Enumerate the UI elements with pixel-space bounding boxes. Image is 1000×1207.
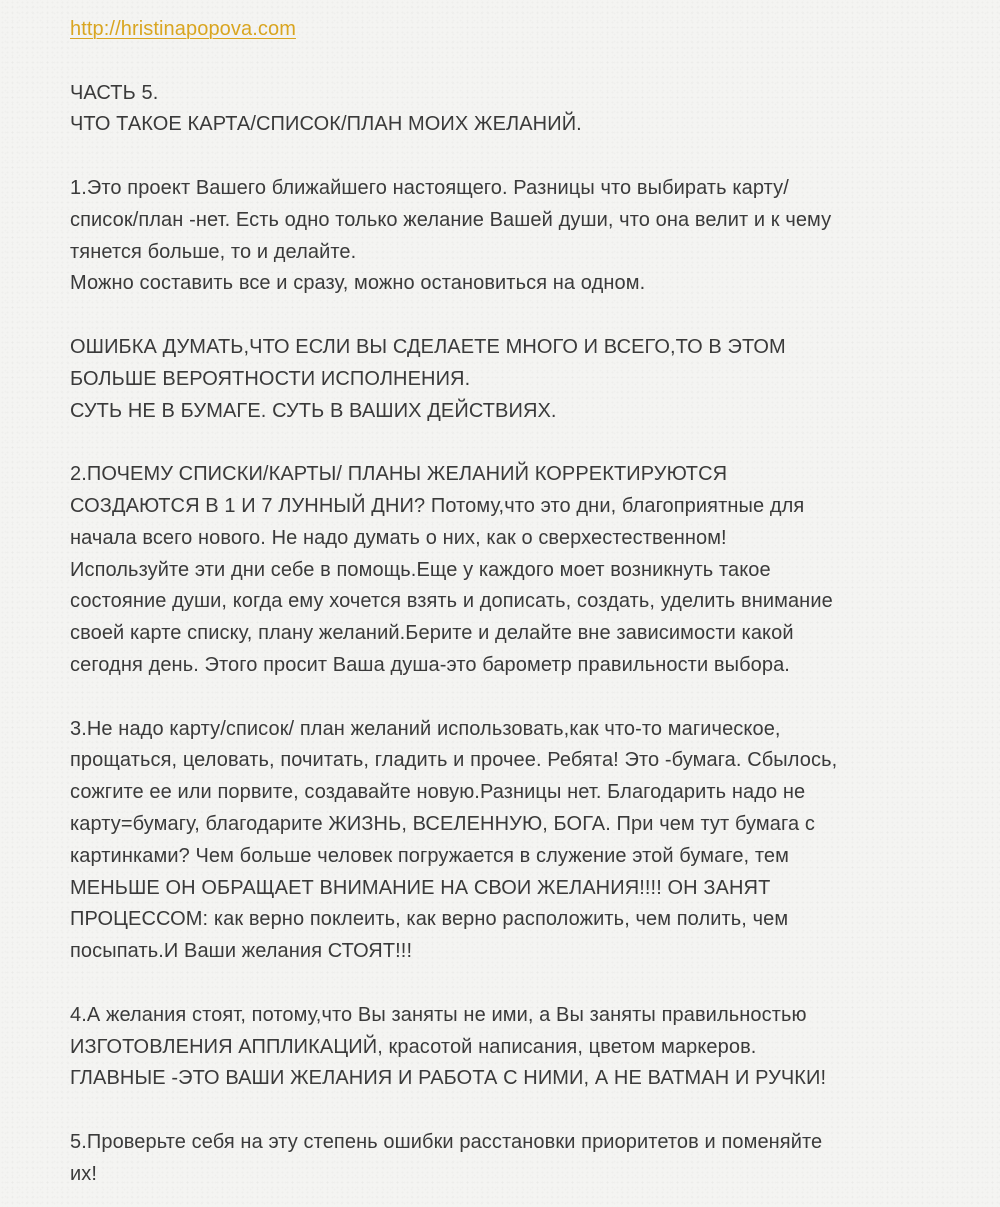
paragraph-line: 4.А желания стоят, потому,что Вы заняты не ими, а Вы заняты правильностью [70, 1003, 807, 1026]
part-title: ЧАСТЬ 5. [70, 81, 159, 104]
spacer [70, 46, 950, 78]
paragraph-line: СОЗДАЮТСЯ В 1 И 7 ЛУННЫЙ ДНИ? Потому,что это дни, благоприятные для [70, 494, 805, 517]
paragraph-5 [70, 1127, 950, 1191]
paragraph-4 [70, 1000, 950, 1095]
paragraph-line: карту=бумагу, благодарите ЖИЗНЬ, ВСЕЛЕННУЮ, БОГА. При чем тут бумага с [70, 812, 815, 835]
paragraph-line: своей карте списку, плану желаний.Берите и делайте вне зависимости какой [70, 622, 794, 645]
paragraph-line: 2.ПОЧЕМУ СПИСКИ/КАРТЫ/ ПЛАНЫ ЖЕЛАНИЙ КОРРЕКТИРУЮТСЯ [70, 463, 728, 486]
paragraph-line: МЕНЬШЕ ОН ОБРАЩАЕТ ВНИМАНИЕ НА СВОИ ЖЕЛАНИЯ!!!! ОН ЗАНЯТ [70, 876, 771, 899]
spacer [70, 141, 950, 173]
paragraph-line: посыпать.И Ваши желания СТОЯТ!!! [70, 940, 413, 963]
paragraph-1 [70, 173, 950, 300]
paragraph-line: Можно составить все и сразу, можно остановиться на одном. [70, 272, 646, 295]
paragraph-line: 1.Это проект Вашего ближайшего настоящего. Разницы что выбирать карту/ [70, 176, 789, 199]
paragraph-line: список/план -нет. Есть одно только желание Вашей души, что она велит и к чему [70, 208, 832, 231]
site-link[interactable]: http://hristinapopova.com [70, 18, 296, 40]
paragraph-line: ПРОЦЕССОМ: как верно поклеить, как верно расположить, чем полить, чем [70, 908, 789, 931]
paragraph-line: ОШИБКА ДУМАТЬ,ЧТО ЕСЛИ ВЫ СДЕЛАЕТЕ МНОГО И ВСЕГО,ТО В ЭТОМ [70, 335, 786, 358]
spacer [70, 427, 950, 459]
paragraph-line: 3.Не надо карту/список/ план желаний использовать,как что-то магическое, [70, 717, 781, 740]
paragraph-3 [70, 714, 950, 968]
paragraph-line: 5.Проверьте себя на эту степень ошибки расстановки приоритетов и поменяйте [70, 1130, 823, 1153]
paragraph-line: состояние души, когда ему хочется взять и дописать, создать, уделить внимание [70, 590, 833, 613]
paragraph-line: СУТЬ НЕ В БУМАГЕ. СУТЬ В ВАШИХ ДЕЙСТВИЯХ. [70, 399, 557, 422]
paragraph-line: сегодня день. Этого просит Ваша душа-это барометр правильности выбора. [70, 653, 790, 676]
section-heading: ЧТО ТАКОЕ КАРТА/СПИСОК/ПЛАН МОИХ ЖЕЛАНИЙ. [70, 113, 582, 136]
paragraph-line: Используйте эти дни себе в помощь.Еще у каждого моет возникнуть такое [70, 558, 771, 581]
paragraph-line: тянется больше, то и делайте. [70, 240, 357, 263]
paragraph-line: ГЛАВНЫЕ -ЭТО ВАШИ ЖЕЛАНИЯ И РАБОТА С НИМИ, А НЕ ВАТМАН И РУЧКИ! [70, 1067, 827, 1090]
paragraph-warning [70, 332, 950, 427]
paragraph-line: БОЛЬШЕ ВЕРОЯТНОСТИ ИСПОЛНЕНИЯ. [70, 367, 471, 390]
spacer [70, 1095, 950, 1127]
paragraph-line: их! [70, 1162, 98, 1185]
document-page [70, 14, 950, 1190]
spacer [70, 300, 950, 332]
spacer [70, 682, 950, 714]
paragraph-line: сожгите ее или порвите, создавайте новую.Разницы нет. Благодарить надо не [70, 781, 806, 804]
paragraph-line: ИЗГОТОВЛЕНИЯ АППЛИКАЦИЙ, красотой написания, цветом маркеров. [70, 1035, 757, 1058]
paragraph-line: картинками? Чем больше человек погружается в служение этой бумаге, тем [70, 844, 789, 867]
spacer [70, 968, 950, 1000]
paragraph-line: прощаться, целовать, почитать, гладить и прочее. Ребята! Это -бумага. Сбылось, [70, 749, 838, 772]
paragraph-line: начала всего нового. Не надо думать о них, как о сверхестественном! [70, 526, 727, 549]
paragraph-2 [70, 459, 950, 682]
